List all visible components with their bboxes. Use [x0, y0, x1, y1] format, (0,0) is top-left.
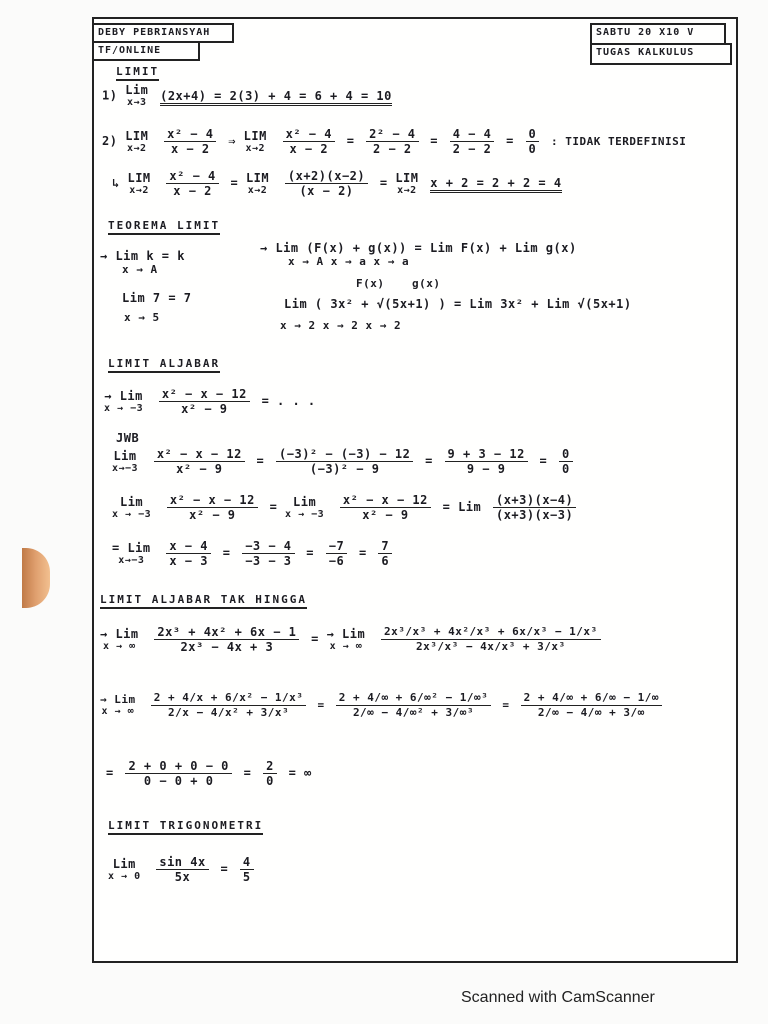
numerator: 7 — [378, 539, 392, 554]
denominator: 9 − 9 — [466, 462, 506, 476]
equals-sign: = — [379, 176, 388, 190]
fraction — [167, 493, 258, 522]
equals-sign: = — [269, 500, 278, 514]
section-trigo-title: LIMIT TRIGONOMETRI — [108, 819, 263, 835]
rule-constant-subscript: x → A — [122, 263, 158, 276]
numerator: (−3)² − (−3) − 12 — [276, 447, 413, 462]
fraction — [263, 759, 277, 788]
limit-subscript: x→−3 — [118, 554, 145, 566]
limit-subscript: x→2 — [397, 184, 417, 196]
numerator: x² − 4 — [166, 169, 218, 184]
rule-example: Lim 7 = 7 — [122, 291, 192, 305]
numerator: x² − 4 — [164, 127, 216, 142]
numerator: 2x³ + 4x² + 6x − 1 — [154, 625, 299, 640]
fraction — [285, 169, 368, 198]
denominator: 0 — [528, 142, 537, 156]
aljabar-q-limit — [104, 389, 143, 415]
numerator: −7 — [326, 539, 347, 554]
limit-subscript: x→3 — [127, 97, 147, 108]
numerator: x² − x − 12 — [154, 447, 245, 462]
denominator: 6 — [381, 554, 390, 568]
denominator: x − 2 — [170, 142, 210, 156]
equals-sign: = — [106, 766, 114, 780]
example-2-number: 2) — [102, 134, 118, 148]
denominator: 5 — [242, 870, 251, 884]
undefined-note: : TIDAK TERDEFINISI — [551, 135, 687, 148]
fraction — [336, 691, 492, 720]
section-teorema-title: TEOREMA LIMIT — [108, 219, 220, 235]
denominator: 0 — [266, 774, 274, 788]
equals-sign: = — [306, 546, 315, 560]
equals-sign: = — [220, 862, 229, 876]
student-name: DEBY PEBRIANSYAH — [98, 27, 211, 38]
fraction — [240, 855, 254, 884]
limit-subscript: x→2 — [127, 142, 147, 154]
takhingga-question — [100, 625, 605, 654]
denominator: 2/∞ − 4/∞ + 3/∞ — [537, 706, 645, 719]
denominator: −6 — [328, 554, 345, 568]
numerator: x − 4 — [166, 539, 211, 554]
trigo-limit — [108, 857, 141, 883]
fraction — [521, 691, 662, 720]
numerator: x² − 4 — [283, 127, 335, 142]
teorema-rule-3 — [260, 241, 577, 268]
fraction — [366, 127, 418, 156]
fraction — [276, 447, 413, 476]
equals-sign: = — [430, 134, 438, 148]
sum-example: Lim ( 3x² + √(5x+1) ) = Lim 3x² + Lim √(5x+1) — [284, 297, 632, 311]
limit-label: LIM — [395, 170, 419, 185]
section-aljabar-title: LIMIT ALJABAR — [108, 357, 220, 373]
fraction — [154, 447, 245, 476]
limit-label: → Lim — [104, 388, 143, 403]
numerator: x² − x − 12 — [159, 387, 250, 402]
equals-sign: = — [539, 454, 548, 468]
limit-label: LIM — [245, 170, 270, 185]
takhingga-result — [106, 759, 312, 788]
sum-example-subscript: x → 2 x → 2 x → 2 — [280, 319, 402, 332]
denominator: (−3)² − 9 — [309, 462, 380, 476]
example-2-limit — [125, 129, 148, 155]
equals-sign: = — [502, 698, 510, 712]
numerator: (x+2)(x−2) — [285, 169, 368, 184]
fraction — [166, 169, 218, 198]
limit-subscript: x → ∞ — [103, 640, 136, 652]
numerator: 9 + 3 − 12 — [445, 447, 528, 462]
limit-label: Lim — [293, 494, 317, 509]
fraction — [326, 539, 347, 568]
fraction — [156, 855, 208, 884]
rule-constant: → Lim k = k — [100, 249, 185, 263]
limit-label: → Lim — [100, 693, 136, 706]
numerator: −3 − 4 — [242, 539, 294, 554]
takhingga-step — [100, 691, 666, 720]
teorema-rule-1 — [100, 249, 185, 276]
denominator: (x+3)(x−3) — [495, 508, 574, 522]
fraction — [166, 539, 211, 568]
example-2-line-1 — [102, 127, 686, 156]
rule-example-subscript: x → 5 — [124, 311, 160, 324]
fraction — [340, 493, 431, 522]
infinity-result: = ∞ — [288, 766, 312, 780]
denominator: 2/x − 4/x² + 3/x³ — [167, 706, 290, 719]
equals-sign: = — [317, 698, 325, 712]
numerator: 0 — [559, 447, 573, 462]
implies-arrow: ⇒ — [228, 134, 236, 148]
fraction — [445, 447, 528, 476]
gx-label: g(x) — [412, 277, 441, 290]
denominator: 2/∞ − 4/∞² + 3/∞³ — [352, 706, 475, 719]
denominator: x² − 9 — [362, 508, 409, 522]
fraction — [164, 127, 216, 156]
limit-label: Lim — [113, 448, 137, 463]
aljabar-step-1 — [112, 447, 577, 476]
trigo-example — [108, 855, 258, 884]
header-date-box — [590, 23, 726, 45]
example-1-expression: (2x+4) = 2(3) + 4 = 6 + 4 = 10 — [160, 89, 392, 106]
denominator: 0 − 0 + 0 — [143, 774, 214, 788]
limit-subscript: x → −3 — [104, 402, 144, 414]
example-2-result: x + 2 = 2 + 2 = 4 — [430, 176, 561, 193]
limit-label: = Lim — [112, 540, 151, 555]
fx-label: F(x) — [356, 277, 385, 290]
example-1-number: 1) — [102, 88, 118, 103]
limit-label: LIM — [243, 128, 267, 143]
limit-label: → Lim — [326, 626, 366, 641]
equals-sign: = — [506, 134, 514, 148]
equals-sign: = — [346, 134, 355, 148]
numerator: (x+3)(x−4) — [493, 493, 576, 508]
equals-sign: = — [311, 632, 319, 646]
numerator: 2x³/x³ + 4x²/x³ + 6x/x³ − 1/x³ — [381, 625, 601, 640]
fraction — [381, 625, 601, 654]
takhingga-q-limit-b — [327, 627, 366, 653]
rule-sum: → Lim (F(x) + g(x)) = Lim F(x) + Lim g(x) — [260, 241, 577, 255]
numerator: 0 — [526, 127, 540, 142]
example-2-limit-c — [127, 171, 150, 197]
denominator: x − 3 — [169, 554, 208, 568]
example-2-limit-b — [244, 129, 267, 155]
fraction — [450, 127, 495, 156]
fraction — [378, 539, 392, 568]
fraction — [283, 127, 335, 156]
numerator: 4 − 4 — [450, 127, 495, 142]
fraction — [154, 625, 299, 654]
denominator: 2 − 2 — [373, 142, 412, 156]
worksheet-page — [92, 17, 738, 963]
fraction — [125, 759, 231, 788]
thumb-shadow — [22, 548, 50, 608]
example-2-limit-d — [246, 171, 269, 197]
student-class: TF/ONLINE — [98, 45, 162, 56]
denominator: x² − 9 — [189, 508, 236, 522]
denominator: 0 — [562, 462, 570, 476]
equals-sign: = — [243, 766, 252, 780]
continuation-arrow: ↳ — [112, 176, 120, 190]
fraction — [159, 387, 250, 416]
limit-label: LIM — [127, 170, 151, 185]
limit-subscript: x→2 — [247, 184, 268, 196]
denominator: x − 2 — [289, 142, 329, 156]
denominator: 2 − 2 — [452, 142, 492, 156]
numerator: x² − x − 12 — [340, 493, 431, 508]
numerator: sin 4x — [156, 855, 208, 870]
teorema-example — [280, 297, 632, 332]
denominator: x² − 9 — [181, 402, 228, 416]
limit-subscript: x → ∞ — [329, 640, 363, 652]
fraction — [151, 691, 307, 720]
numerator: 2² − 4 — [366, 127, 418, 142]
limit-label: Lim — [119, 494, 144, 509]
denominator: 2x³ − 4x + 3 — [180, 640, 274, 654]
takhingga-step-limit — [100, 693, 136, 718]
example-1 — [102, 83, 392, 109]
equals-sign: = — [256, 454, 265, 468]
denominator: −3 − 3 — [245, 554, 292, 568]
limit-label: → Lim — [100, 626, 139, 641]
equals-sign: = — [230, 176, 239, 190]
denominator: x − 2 — [173, 184, 212, 198]
limit-subscript: x→−3 — [112, 462, 139, 474]
equals-sign: = — [358, 546, 367, 560]
question-tail: = . . . — [261, 394, 316, 408]
takhingga-q-limit — [100, 627, 139, 653]
equals-lim: = Lim — [442, 500, 482, 514]
header-name-box — [92, 23, 234, 43]
example-1-limit — [125, 83, 148, 109]
header-date: SABTU 20 X10 V — [596, 27, 695, 38]
denominator: 2x³/x³ − 4x/x³ + 3/x³ — [416, 640, 566, 653]
denominator: (x − 2) — [299, 184, 354, 198]
jwb-label: JWB — [116, 431, 140, 445]
example-2-limit-e — [395, 171, 418, 197]
denominator: 5x — [174, 870, 191, 884]
header-class-box — [92, 41, 200, 61]
aljabar-step-2-limit — [112, 495, 151, 521]
limit-label: LIM — [125, 128, 149, 143]
fraction — [559, 447, 573, 476]
numerator: 2 + 4/∞ + 6/∞² − 1/∞³ — [336, 691, 492, 706]
section-limit-title: LIMIT — [116, 65, 159, 81]
limit-subscript: x → 0 — [108, 870, 141, 882]
section-takhingga-title: LIMIT ALJABAR TAK HINGGA — [100, 593, 307, 609]
header-subject-box — [590, 43, 732, 65]
example-2-line-2 — [112, 169, 562, 198]
fraction — [526, 127, 540, 156]
numerator: 4 — [240, 855, 254, 870]
header-subject: TUGAS KALKULUS — [596, 47, 695, 58]
numerator: 2 — [263, 759, 277, 774]
limit-label: Lim — [125, 83, 149, 97]
numerator: 2 + 4/∞ + 6/∞ − 1/∞ — [521, 691, 662, 706]
equals-sign: = — [425, 454, 433, 468]
limit-subscript: x → ∞ — [101, 706, 135, 717]
rule-sum-subscript: x → A x → a x → a — [288, 255, 410, 268]
fraction — [242, 539, 294, 568]
aljabar-step-3 — [112, 539, 396, 568]
aljabar-step-2 — [112, 493, 580, 522]
denominator: x² − 9 — [176, 462, 223, 476]
limit-label: Lim — [112, 856, 136, 871]
fraction — [493, 493, 576, 522]
aljabar-question — [104, 387, 316, 416]
limit-subscript: x→2 — [245, 142, 266, 154]
numerator: x² − x − 12 — [167, 493, 258, 508]
numerator: 2 + 4/x + 6/x² − 1/x³ — [151, 691, 307, 706]
aljabar-step-1-limit — [112, 449, 138, 475]
equals-sign: = — [222, 546, 231, 560]
limit-subscript: x → −3 — [112, 508, 152, 520]
limit-subscript: x→2 — [129, 184, 149, 196]
scanner-watermark: Scanned with CamScanner — [461, 989, 655, 1006]
aljabar-step-2-limit-b — [285, 495, 324, 521]
limit-subscript: x → −3 — [285, 508, 325, 520]
aljabar-step-3-limit — [112, 541, 151, 567]
teorema-rule-2 — [122, 291, 192, 324]
numerator: 2 + 0 + 0 − 0 — [125, 759, 231, 774]
